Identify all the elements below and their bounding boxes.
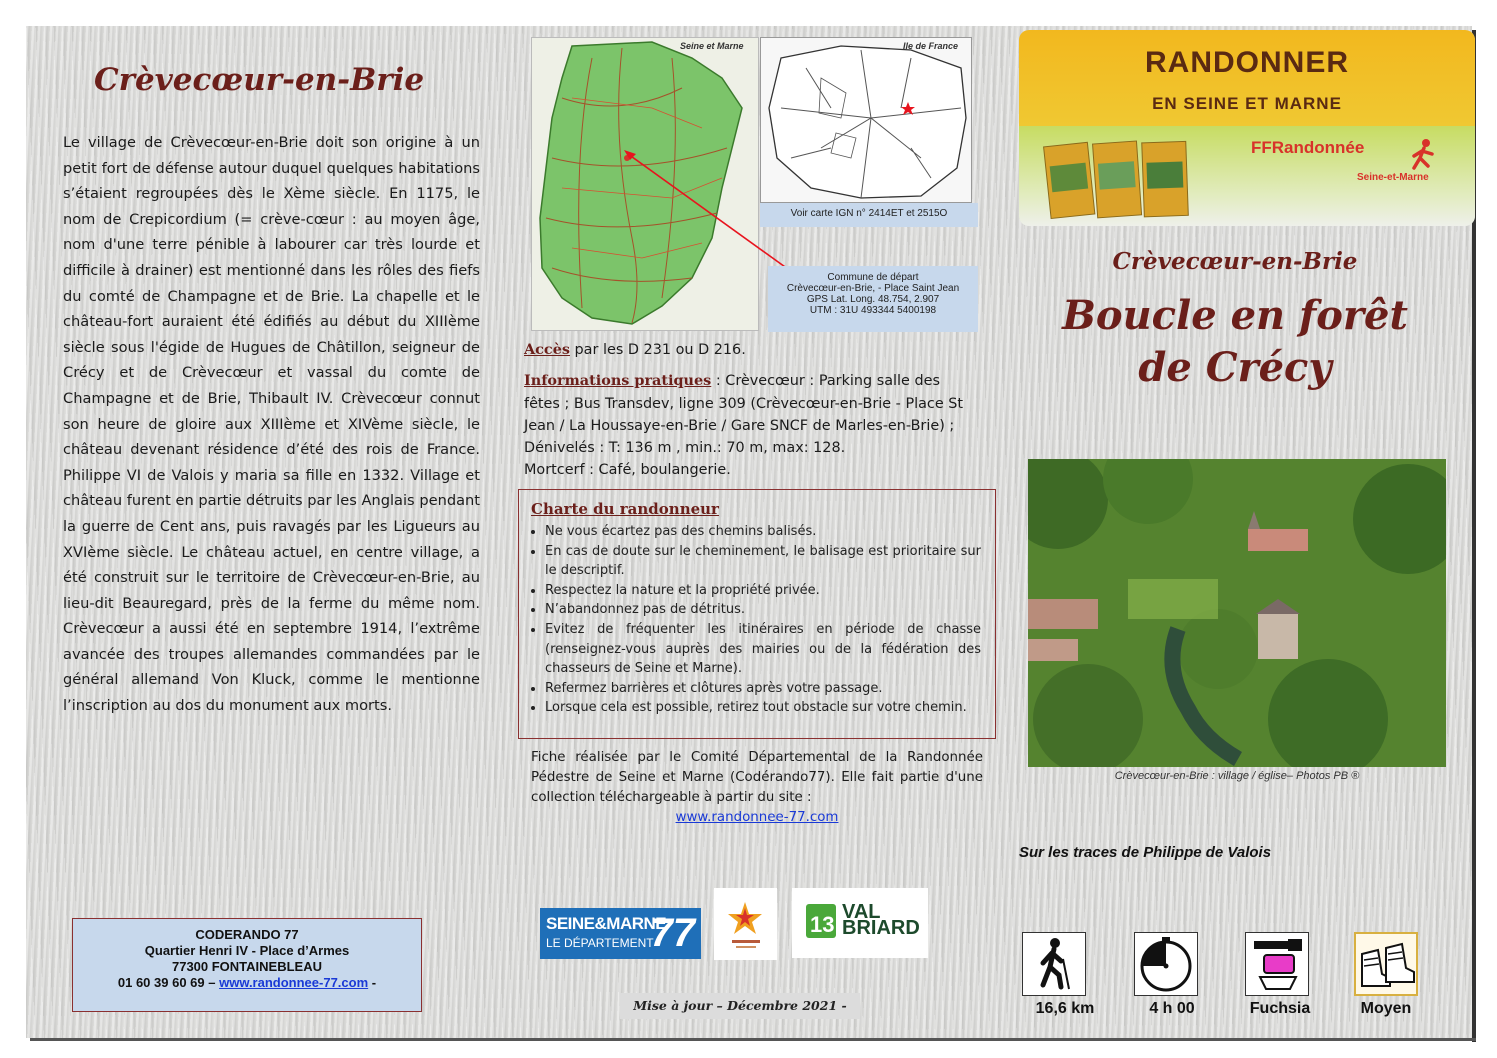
practical-info-heading: Informations pratiques bbox=[524, 372, 712, 390]
charter-item: • N’abandonnez pas de détritus. bbox=[545, 600, 981, 620]
contact-suffix: - bbox=[368, 975, 377, 990]
clock-icon bbox=[1135, 933, 1197, 995]
practical-info bbox=[524, 370, 966, 459]
seine-et-marne-departement-logo bbox=[540, 908, 701, 959]
village-title: Crèvecœur-en-Brie bbox=[94, 62, 425, 98]
start-info-line1: Commune de départ bbox=[827, 272, 919, 283]
svg-text:13: 13 bbox=[810, 912, 835, 937]
access-info bbox=[524, 339, 966, 482]
departement-star-logo bbox=[714, 888, 777, 960]
star-emblem-icon bbox=[714, 888, 777, 960]
logo-sm-line2: LE DÉPARTEMENT bbox=[546, 936, 654, 950]
route-tagline: Sur les traces de Philippe de Valois bbox=[1019, 844, 1272, 861]
route-title-line2: de Crécy bbox=[1138, 344, 1332, 391]
contact-address-line1: Quartier Henri IV - Place d’Armes bbox=[144, 943, 350, 958]
ffr-name: FFRandonnée bbox=[1251, 138, 1365, 157]
logo-vb-line1: VAL bbox=[842, 901, 881, 923]
hiker-charter-box bbox=[518, 489, 996, 739]
walker-icon bbox=[1023, 933, 1085, 995]
marking-color-value: Fuchsia bbox=[1249, 1000, 1311, 1017]
logo-sm-number: 77 bbox=[650, 911, 695, 955]
charter-item: • Ne vous écartez pas des chemins balisés. bbox=[545, 522, 981, 542]
contact-name: CODERANDO 77 bbox=[195, 927, 299, 942]
charter-item: • Respectez la nature et la propriété privée. bbox=[545, 581, 981, 601]
hiker-figure-icon bbox=[1408, 138, 1438, 172]
charter-item: • En cas de doute sur le cheminement, le balisage est prioritaire sur le descriptif. bbox=[545, 542, 981, 581]
aerial-village-photo bbox=[1028, 459, 1446, 767]
charter-item: • Lorsque cela est possible, retirez tout obstacle sur votre chemin. bbox=[545, 698, 981, 718]
route-village: Crèvecœur-en-Brie bbox=[1112, 248, 1358, 275]
start-info-line3: GPS Lat. Long. 48.754, 2.907 bbox=[806, 294, 940, 305]
val-briard-logo bbox=[792, 888, 928, 958]
contact-phone-line bbox=[73, 975, 421, 991]
contact-phone: 01 60 39 60 69 – bbox=[117, 975, 216, 990]
map-sm-label: Seine et Marne bbox=[680, 41, 744, 51]
difficulty-value: Moyen bbox=[1360, 1000, 1412, 1017]
access-text: par les D 231 ou D 216. bbox=[569, 342, 746, 358]
credits-body: Fiche réalisée par le Comité Départemental de la Randonnée Pédestre de Seine et Marne (Codérando77). Elle fait partie d'une collection téléchargeable à partir du site : bbox=[531, 750, 983, 805]
village-history-text: Le village de Crèvecœur-en-Brie doit son origine à un petit fort de défense autour duquel quelques habitations s’étaient regroupées dès le Xème siècle. En 1175, le nom de Crepicordium (= crève-cœur : au moyen âge, nom d'une terre pénible à labourer car très lourde et difficile à drainer) est mentionné dans les rôles des fiefs du comté de Champagne et de Brie. La chapelle et le château-fort auraient été édifiés au début du XIIIème siècle sous l'égide de Hugues de Châtillon, seigneur de Crécy et de Crèvecœur et vassal du comte de Champagne et de Brie, Thibault IV. Crèvecœur connut son heure de gloire aux XIIIème et XIVème siècle, le château devenant résidence d’été des rois de France. Philippe VI de Valois y maria sa fille en 1332. Village et château furent en partie détruits par les Anglais pendant la guerre de Cent ans, puis ravagés par les Ligueurs au XVIème siècle. Le château actuel, en centre village, a été construit sur le territoire de Crèvecœur-en-Brie, au lieu-dit Beauregard, près de la ferme du même nom. Crèvecœur a aussi été en septembre 1914, l’extrême avancée des troupes allemandes commandées par le général allemand Von Kluck, comme le mentionne l’inscription au dos du monument aux morts. bbox=[63, 134, 480, 715]
paint-marker-icon bbox=[1246, 933, 1308, 995]
banner-title: RANDONNER bbox=[1145, 46, 1349, 79]
photo-caption: Crèvecœur-en-Brie : village / église– Photos PB ® bbox=[1114, 770, 1360, 782]
distance-box bbox=[1022, 932, 1086, 996]
duration-value: 4 h 00 bbox=[1149, 1000, 1195, 1017]
distance-value: 16,6 km bbox=[1035, 1000, 1095, 1017]
contact-address-line2: 77300 FONTAINEBLEAU bbox=[171, 959, 322, 974]
ffrandonnee-logo bbox=[1251, 138, 1429, 183]
route-title-line1: Boucle en forêt bbox=[1062, 292, 1408, 339]
start-info-line2: Crèvecœur-en-Brie, - Place Saint Jean bbox=[786, 283, 960, 294]
access-heading: Accès bbox=[524, 341, 570, 358]
practical-info-text: : Crèvecœur : Parking salle des fêtes ; Bus Transdev, ligne 309 (Crèvecœur-en-Brie - Place St Jean / La Houssaye-en-Brie / Gare SNCF de Marles-en-Brie) ; Dénivelés : T: 136 m , min.: 70 m, max: 128. bbox=[524, 373, 964, 457]
contact-box bbox=[72, 918, 422, 1012]
credits-text bbox=[531, 748, 983, 828]
hiking-boots-icon bbox=[1356, 934, 1418, 996]
randonner-banner bbox=[1019, 30, 1475, 226]
topoguide-books-image bbox=[1043, 138, 1193, 222]
sheet-shadow-bottom bbox=[30, 1038, 1476, 1041]
route-title bbox=[1019, 290, 1451, 394]
marking-color-box bbox=[1245, 932, 1309, 996]
charter-title: Charte du randonneur bbox=[531, 500, 719, 518]
duration-box bbox=[1134, 932, 1198, 996]
aerial-photo-drawing bbox=[1028, 459, 1446, 767]
start-info-box bbox=[768, 266, 978, 332]
map-idf-label: Ile de France bbox=[903, 41, 959, 51]
ign-map-note: Voir carte IGN n° 2414ET et 2515O bbox=[760, 203, 978, 227]
contact-website-link[interactable]: www.randonnee-77.com bbox=[219, 975, 369, 990]
logo-vb-line2: BRIARD bbox=[842, 917, 920, 939]
banner-subtitle: EN SEINE ET MARNE bbox=[1152, 94, 1342, 113]
charter-list bbox=[531, 522, 981, 718]
ffr-subtitle: Seine-et-Marne bbox=[1357, 172, 1429, 183]
access-line bbox=[524, 339, 966, 361]
collection-website-link[interactable]: www.randonnee-77.com bbox=[675, 810, 839, 825]
difficulty-box bbox=[1354, 932, 1418, 996]
start-info-line4: UTM : 31U 493344 5400198 bbox=[809, 305, 937, 316]
charter-item: • Refermez barrières et clôtures après votre passage. bbox=[545, 679, 981, 699]
charter-item: • Evitez de fréquenter les itinéraires en période de chasse (renseignez-vous auprès des mairies ou de la fédération des chasseurs de Seine et Marne). bbox=[545, 620, 981, 679]
practical-info-text2: Mortcerf : Café, boulangerie. bbox=[524, 462, 731, 479]
update-date: Mise à jour – Décembre 2021 - bbox=[620, 993, 860, 1019]
logo-sm-line1: SEINE&MARNE bbox=[546, 914, 667, 933]
